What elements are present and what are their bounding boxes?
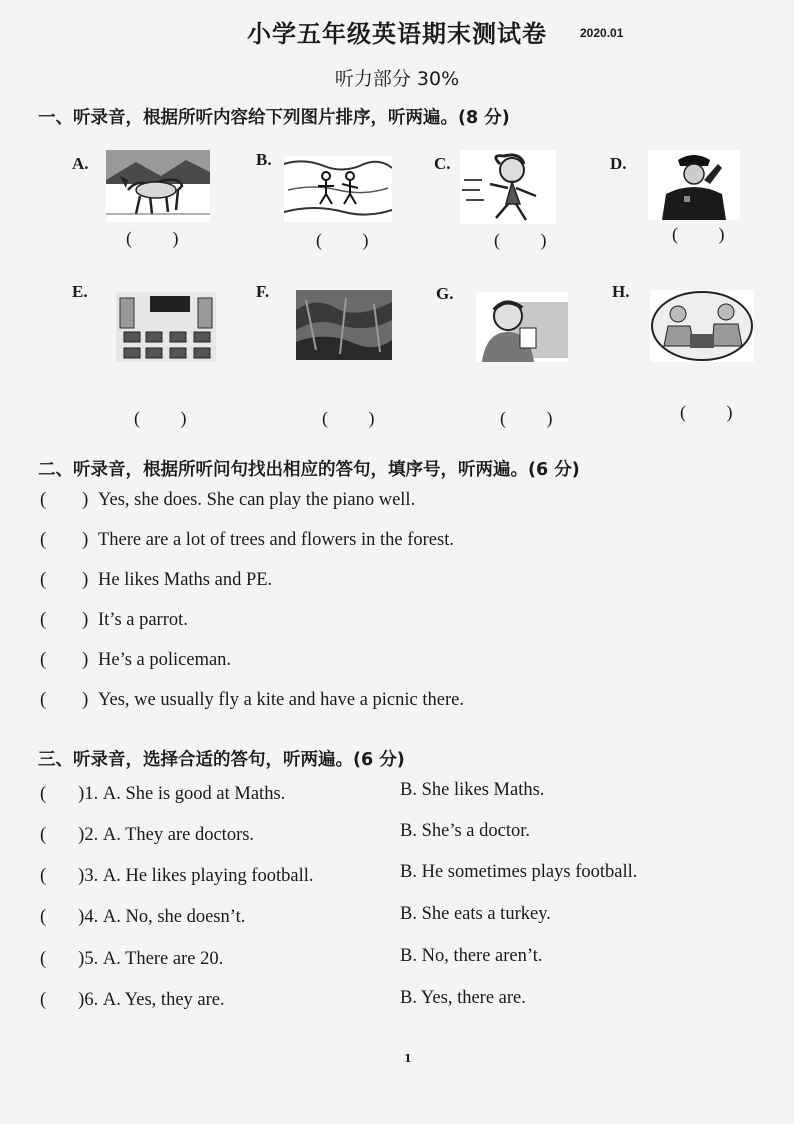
option-b[interactable]: B. She eats a turkey. bbox=[400, 904, 551, 924]
section2-item: ( ) It’s a parrot. bbox=[40, 610, 188, 630]
picture-paren-c[interactable]: ( ) bbox=[494, 230, 565, 250]
answer-blank[interactable]: ( bbox=[40, 907, 47, 927]
policeman-picture bbox=[648, 150, 740, 220]
running-girl-picture bbox=[460, 150, 556, 224]
answer-blank[interactable]: ( ) bbox=[40, 530, 89, 550]
section2-heading: 二、听录音，根据所听问句找出相应的答句，填序号，听两遍。(6 分) bbox=[38, 460, 580, 480]
section3-heading: 三、听录音，选择合适的答句，听两遍。(6 分) bbox=[38, 750, 405, 770]
section2-item: ( ) He likes Maths and PE. bbox=[40, 570, 273, 590]
section3-question: ( )2. A. They are doctors. bbox=[40, 825, 255, 845]
option-a[interactable]: A. No, she doesn’t. bbox=[102, 907, 246, 927]
option-b[interactable]: B. He sometimes plays football. bbox=[400, 862, 638, 882]
page-subtitle: 听力部分 30% bbox=[334, 68, 460, 90]
picture-paren-g[interactable]: ( ) bbox=[500, 408, 571, 428]
answer-blank[interactable]: ( bbox=[40, 866, 47, 886]
picture-label-a: A. bbox=[72, 154, 89, 173]
option-a[interactable]: A. They are doctors. bbox=[102, 825, 255, 845]
section3-question: ( )1. A. She is good at Maths. bbox=[40, 784, 286, 804]
picture-paren-b[interactable]: ( ) bbox=[316, 230, 387, 250]
page-number: 1 bbox=[404, 1052, 412, 1065]
forest-picture bbox=[296, 290, 392, 360]
snow-children-picture bbox=[284, 156, 392, 222]
picture-paren-d[interactable]: ( ) bbox=[672, 224, 743, 244]
option-b[interactable]: B. She’s a doctor. bbox=[400, 821, 531, 841]
picture-paren-e[interactable]: ( ) bbox=[134, 408, 205, 428]
picture-paren-a[interactable]: ( ) bbox=[126, 228, 197, 248]
section1-heading: 一、听录音，根据所听内容给下列图片排序，听两遍。(8 分) bbox=[38, 108, 510, 128]
option-a[interactable]: A. There are 20. bbox=[102, 949, 224, 969]
option-a[interactable]: A. He likes playing football. bbox=[102, 866, 314, 886]
option-a[interactable]: A. Yes, they are. bbox=[102, 990, 225, 1010]
answer-blank[interactable]: ( bbox=[40, 825, 47, 845]
picture-paren-h[interactable]: ( ) bbox=[680, 402, 751, 422]
answer-blank[interactable]: ( ) bbox=[40, 690, 89, 710]
option-a[interactable]: A. She is good at Maths. bbox=[102, 784, 286, 804]
answer-blank[interactable]: ( ) bbox=[40, 490, 89, 510]
picture-label-c: C. bbox=[434, 154, 451, 173]
doctors-picture bbox=[650, 290, 754, 362]
section3-question: ( )3. A. He likes playing football. bbox=[40, 866, 314, 886]
picture-label-g: G. bbox=[436, 284, 454, 303]
section3-question: ( )4. A. No, she doesn’t. bbox=[40, 907, 246, 927]
section2-item: ( ) Yes, she does. She can play the piano well. bbox=[40, 490, 416, 510]
picture-label-d: D. bbox=[610, 154, 627, 173]
page-title: 小学五年级英语期末测试卷 bbox=[247, 20, 547, 48]
option-b[interactable]: B. No, there aren’t. bbox=[400, 946, 543, 966]
picture-label-h: H. bbox=[612, 282, 630, 301]
answer-blank[interactable]: ( ) bbox=[40, 570, 89, 590]
answer-blank[interactable]: ( bbox=[40, 949, 47, 969]
option-b[interactable]: B. She likes Maths. bbox=[400, 780, 545, 800]
section2-item: ( ) Yes, we usually fly a kite and have a picnic there. bbox=[40, 690, 464, 710]
classroom-picture bbox=[116, 292, 216, 362]
picture-label-b: B. bbox=[256, 150, 272, 169]
picture-label-e: E. bbox=[72, 282, 88, 301]
section3-question: ( )6. A. Yes, they are. bbox=[40, 990, 225, 1010]
answer-blank[interactable]: ( ) bbox=[40, 650, 89, 670]
answer-blank[interactable]: ( bbox=[40, 784, 47, 804]
picture-label-f: F. bbox=[256, 282, 270, 301]
horse-picture bbox=[106, 150, 210, 222]
answer-blank[interactable]: ( ) bbox=[40, 610, 89, 630]
option-b[interactable]: B. Yes, there are. bbox=[400, 988, 526, 1008]
exam-date: 2020.01 bbox=[580, 26, 624, 40]
section3-question: ( )5. A. There are 20. bbox=[40, 949, 224, 969]
section2-item: ( ) There are a lot of trees and flowers in the forest. bbox=[40, 530, 454, 550]
answer-blank[interactable]: ( bbox=[40, 990, 47, 1010]
picture-paren-f[interactable]: ( ) bbox=[322, 408, 393, 428]
girl-reading-picture bbox=[476, 292, 568, 362]
section2-item: ( ) He’s a policeman. bbox=[40, 650, 232, 670]
